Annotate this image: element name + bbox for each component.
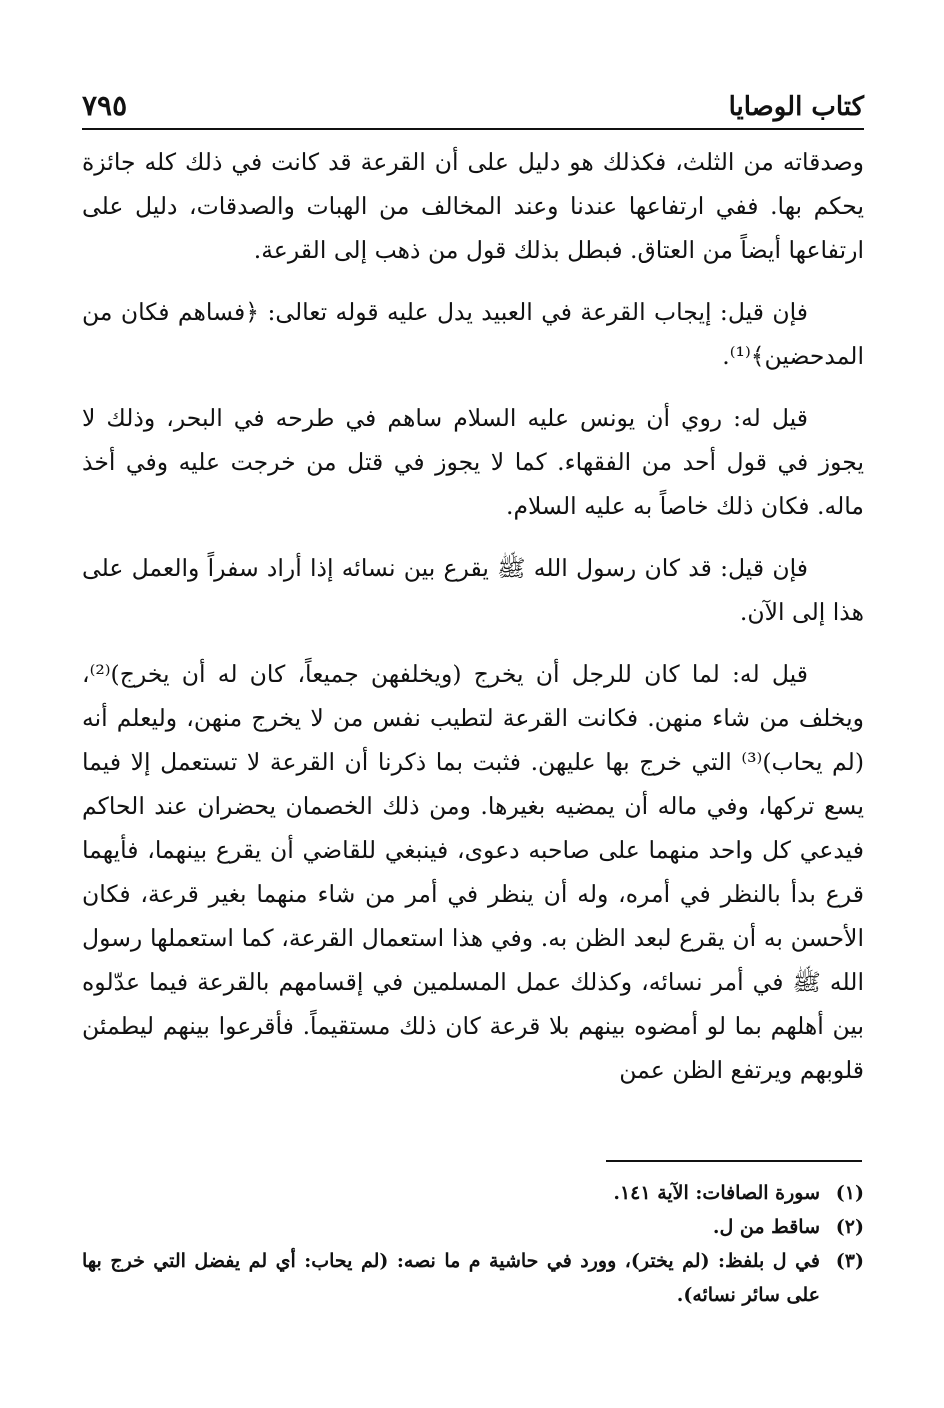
page-header bbox=[82, 76, 864, 130]
paragraph-5: قيل له: لما كان للرجل أن يخرج (ويخلفهن جميعاً، كان له أن يخرج)⁽²⁾، ويخلف من شاء منهن. فكانت القرعة لتطيب نفس من لا يخرج منهن، وليعلم أنه (لم يحاب)⁽³⁾ التي خرج بها عليهن. فثبت بما ذكرنا أن القرعة لا تستعمل إلا فيما يسع تركها، وفي ماله أن يمضيه بغيرها. ومن ذلك الخصمان يحضران عند الحاكم فيدعي كل واحد منهما على صاحبه دعوى، فينبغي للقاضي أن يقرع بينهما، فأيهما قرع بدأ بالنظر في أمره، وله أن ينظر في أمر من شاء منهما بغير قرعة، فكان الأحسن به أن يقرع لبعد الظن به. وفي هذا استعمال القرعة، كما استعملها رسول الله ﷺ في أمر نسائه، وكذلك عمل المسلمين في إقسامهم بالقرعة فيما عدّلوه بين أهلهم بما لو أمضوه بينهم بلا قرعة كان ذلك مستقيماً. فأقرعوا بينهم ليطمئن قلوبهم ويرتفع الظن عمن bbox=[82, 660, 864, 1084]
main-text bbox=[82, 140, 864, 1110]
paragraph-1: وصدقاته من الثلث، فكذلك هو دليل على أن القرعة قد كانت في ذلك كله جائزة يحكم بها. ففي ارتفاعها عندنا وعند المخالف من الهبات والصدقات، دليل على ارتفاعها أيضاً من العتاق. فبطل بذلك قول من ذهب إلى القرعة. bbox=[82, 148, 864, 264]
footnote-number: (٣) bbox=[835, 1250, 864, 1272]
paragraph-4: فإن قيل: قد كان رسول الله ﷺ يقرع بين نسائه إذا أراد سفراً والعمل على هذا إلى الآن. bbox=[82, 554, 864, 626]
paragraph-3: قيل له: روي أن يونس عليه السلام ساهم في طرحه في البحر، وذلك لا يجوز في قول أحد من الفقهاء. كما لا يجوز في قتل من خرجت عليه وفي أخذ ماله. فكان ذلك خاصاً به عليه السلام. bbox=[82, 404, 864, 520]
footnote-divider bbox=[606, 1160, 862, 1162]
paragraph-2: فإن قيل: إيجاب القرعة في العبيد يدل عليه قوله تعالى: ﴿فساهم فكان من المدحضين﴾⁽¹⁾. bbox=[82, 298, 864, 370]
page-number: ٧٩٥ bbox=[82, 89, 128, 122]
footnote-item bbox=[82, 1176, 864, 1210]
footnote-item bbox=[82, 1244, 864, 1312]
footnote-item bbox=[82, 1210, 864, 1244]
running-title: كتاب الوصايا bbox=[728, 92, 864, 122]
footnote-number: (٢) bbox=[835, 1216, 864, 1238]
footnote-text: في ل بلفظ: (لم يختر)، وورد في حاشية م ما نصه: (لم يحاب: أي لم يفضل التي خرج بها على سائر نسائه). bbox=[82, 1250, 820, 1306]
footnote-text: ساقط من ل. bbox=[712, 1216, 820, 1238]
footnotes bbox=[82, 1176, 864, 1312]
footnote-text: سورة الصافات: الآية ١٤١. bbox=[613, 1182, 820, 1204]
footnote-number: (١) bbox=[835, 1182, 864, 1204]
